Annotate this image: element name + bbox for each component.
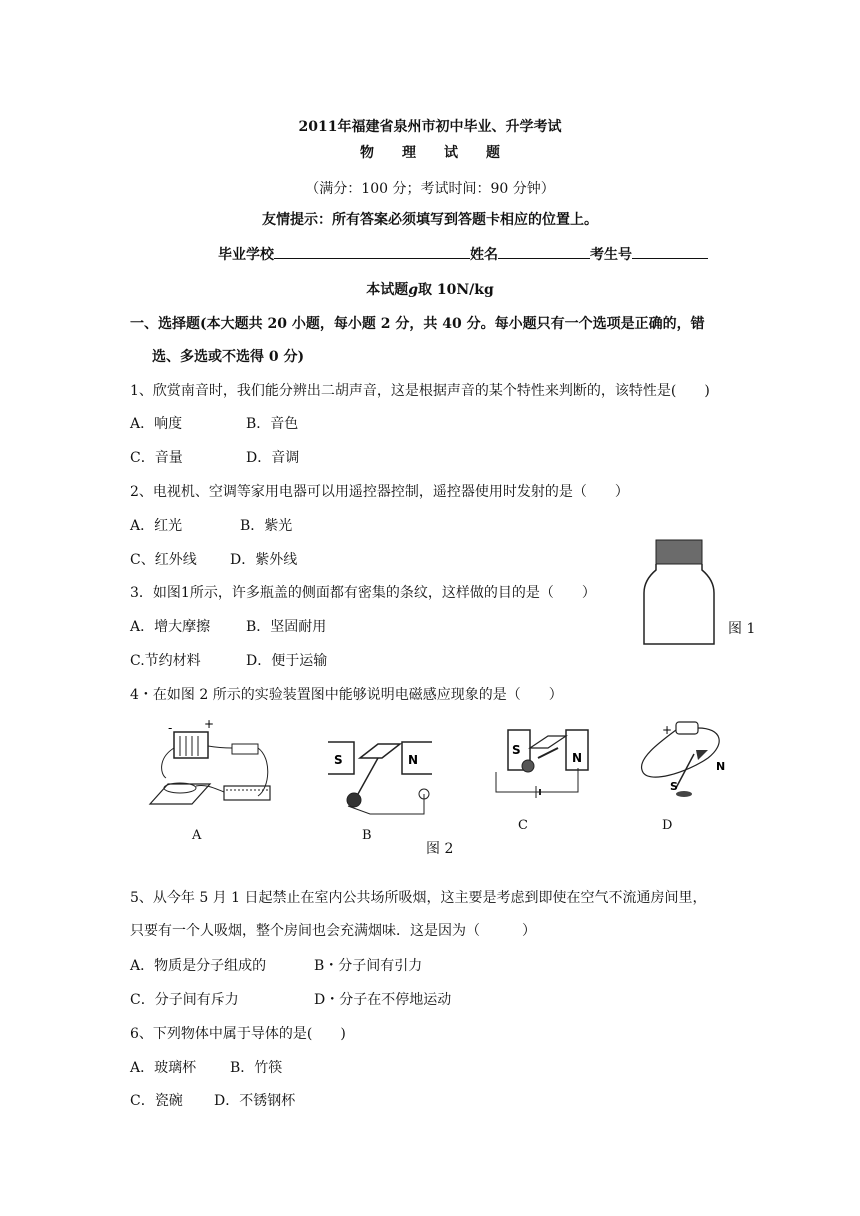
q2-option-a: A．红光: [130, 518, 183, 534]
q5-stem-line2: 只要有一个人吸烟，整个房间也会充满烟味．这是因为（ ）: [130, 923, 536, 939]
q5-option-a: A．物质是分子组成的: [130, 958, 267, 974]
q6-option-c: C．瓷碗: [130, 1093, 183, 1109]
figure-2d-compass: [636, 714, 736, 804]
figure-1-label: 图 1: [728, 621, 756, 637]
g-symbol: g: [408, 282, 419, 298]
magnet-n-b: N: [408, 753, 419, 767]
student-id-label: 考生号: [590, 247, 632, 263]
battery-plus-d: +: [662, 723, 673, 737]
figure-2b-magnet: [320, 724, 440, 824]
battery-plus: +: [204, 717, 215, 731]
q5-option-d: D・分子在不停地运动: [314, 992, 452, 1008]
bottle-cap: [656, 540, 702, 564]
magnet-s-b: S: [334, 753, 343, 767]
student-info-row: [218, 244, 708, 264]
figure-1-bottle: [636, 538, 726, 648]
q2-option-b: B．紫光: [240, 518, 293, 534]
battery-box: [174, 732, 208, 758]
exam-tip: 友情提示：所有答案必须填写到答题卡相应的位置上。: [262, 212, 598, 228]
school-field[interactable]: [274, 244, 470, 259]
q6-option-b: B．竹筷: [230, 1060, 283, 1076]
commutator-c: [522, 760, 534, 772]
q1-option-d: D．音调: [246, 450, 300, 466]
q6-option-a: A．玻璃杯: [130, 1060, 197, 1076]
q5-stem-line1: 5、从今年 5 月 1 日起禁止在室内公共场所吸烟，这主要是考虑到即使在空气不流通房间里，: [130, 890, 707, 906]
q3-option-a: A．增大摩擦: [130, 619, 211, 635]
name-label: 姓名: [470, 247, 498, 263]
q3-option-c: C.节约材料: [130, 653, 201, 669]
q1-option-b: B．音色: [246, 416, 299, 432]
exam-title: 2011年福建省泉州市初中毕业、升学考试: [298, 119, 562, 135]
q3-stem: 3．如图1所示，许多瓶盖的侧面都有密集的条纹，这样做的目的是（ ）: [130, 585, 596, 601]
figure-2-letter-b: B: [362, 828, 372, 843]
q5-option-b: B・分子间有引力: [314, 958, 423, 974]
g-note-prefix: 本试题: [366, 282, 409, 298]
compass-n-d: N: [716, 760, 726, 773]
q2-option-d: D．紫外线: [230, 552, 298, 568]
q6-stem: 6、下列物体中属于导体的是( ): [130, 1026, 346, 1042]
rheostat: [224, 786, 270, 800]
exam-subject: 物 理 试 题: [360, 145, 500, 161]
g-note: [0, 279, 860, 299]
exam-meta: （满分：100 分；考试时间：90 分钟）: [305, 181, 555, 197]
q1-stem: 1、欣赏南音时，我们能分辨出二胡声音，这是根据声音的某个特性来判断的，该特性是( ): [130, 383, 710, 399]
q1-option-a: A．响度: [130, 416, 183, 432]
figure-2a-circuit: [140, 718, 280, 818]
name-field[interactable]: [498, 244, 590, 259]
q3-option-d: D．便于运输: [246, 653, 328, 669]
switch: [232, 744, 258, 754]
magnet-n-c: N: [572, 751, 583, 765]
battery-d: [676, 722, 698, 734]
student-id-field[interactable]: [632, 244, 708, 259]
battery-minus: -: [168, 721, 173, 735]
q3-option-b: B．坚固耐用: [246, 619, 327, 635]
section-heading-line1: 一、选择题(本大题共 20 小题，每小题 2 分，共 40 分。每小题只有一个选项是正确的，错: [130, 316, 705, 332]
platform: [150, 784, 210, 804]
magnet-s-c: S: [512, 743, 521, 757]
figure-2-letter-c: C: [518, 818, 528, 833]
figure-2-label: 图 2: [426, 841, 454, 857]
compass-base-d: [676, 791, 692, 797]
q2-option-c: C、红外线: [130, 552, 197, 568]
g-note-suffix: 取 10N/kg: [418, 282, 494, 298]
q1-option-c: C．音量: [130, 450, 183, 466]
meter-b: [347, 793, 361, 807]
q4-stem: 4・在如图 2 所示的实验装置图中能够说明电磁感应现象的是（ ）: [130, 687, 563, 703]
figure-2-letter-d: D: [662, 818, 673, 833]
figure-2-letter-a: A: [192, 828, 202, 843]
q2-stem: 2、电视机、空调等家用电器可以用遥控器控制，遥控器使用时发射的是（ ）: [130, 484, 629, 500]
figure-2c-motor: [488, 718, 608, 808]
section-heading-line2: 选、多选或不选得 0 分): [152, 349, 305, 365]
school-label: 毕业学校: [218, 247, 274, 263]
bottle-body: [644, 564, 714, 644]
q6-option-d: D．不锈钢杯: [214, 1093, 296, 1109]
compass-s-d: S: [670, 780, 678, 793]
q5-option-c: C．分子间有斥力: [130, 992, 239, 1008]
